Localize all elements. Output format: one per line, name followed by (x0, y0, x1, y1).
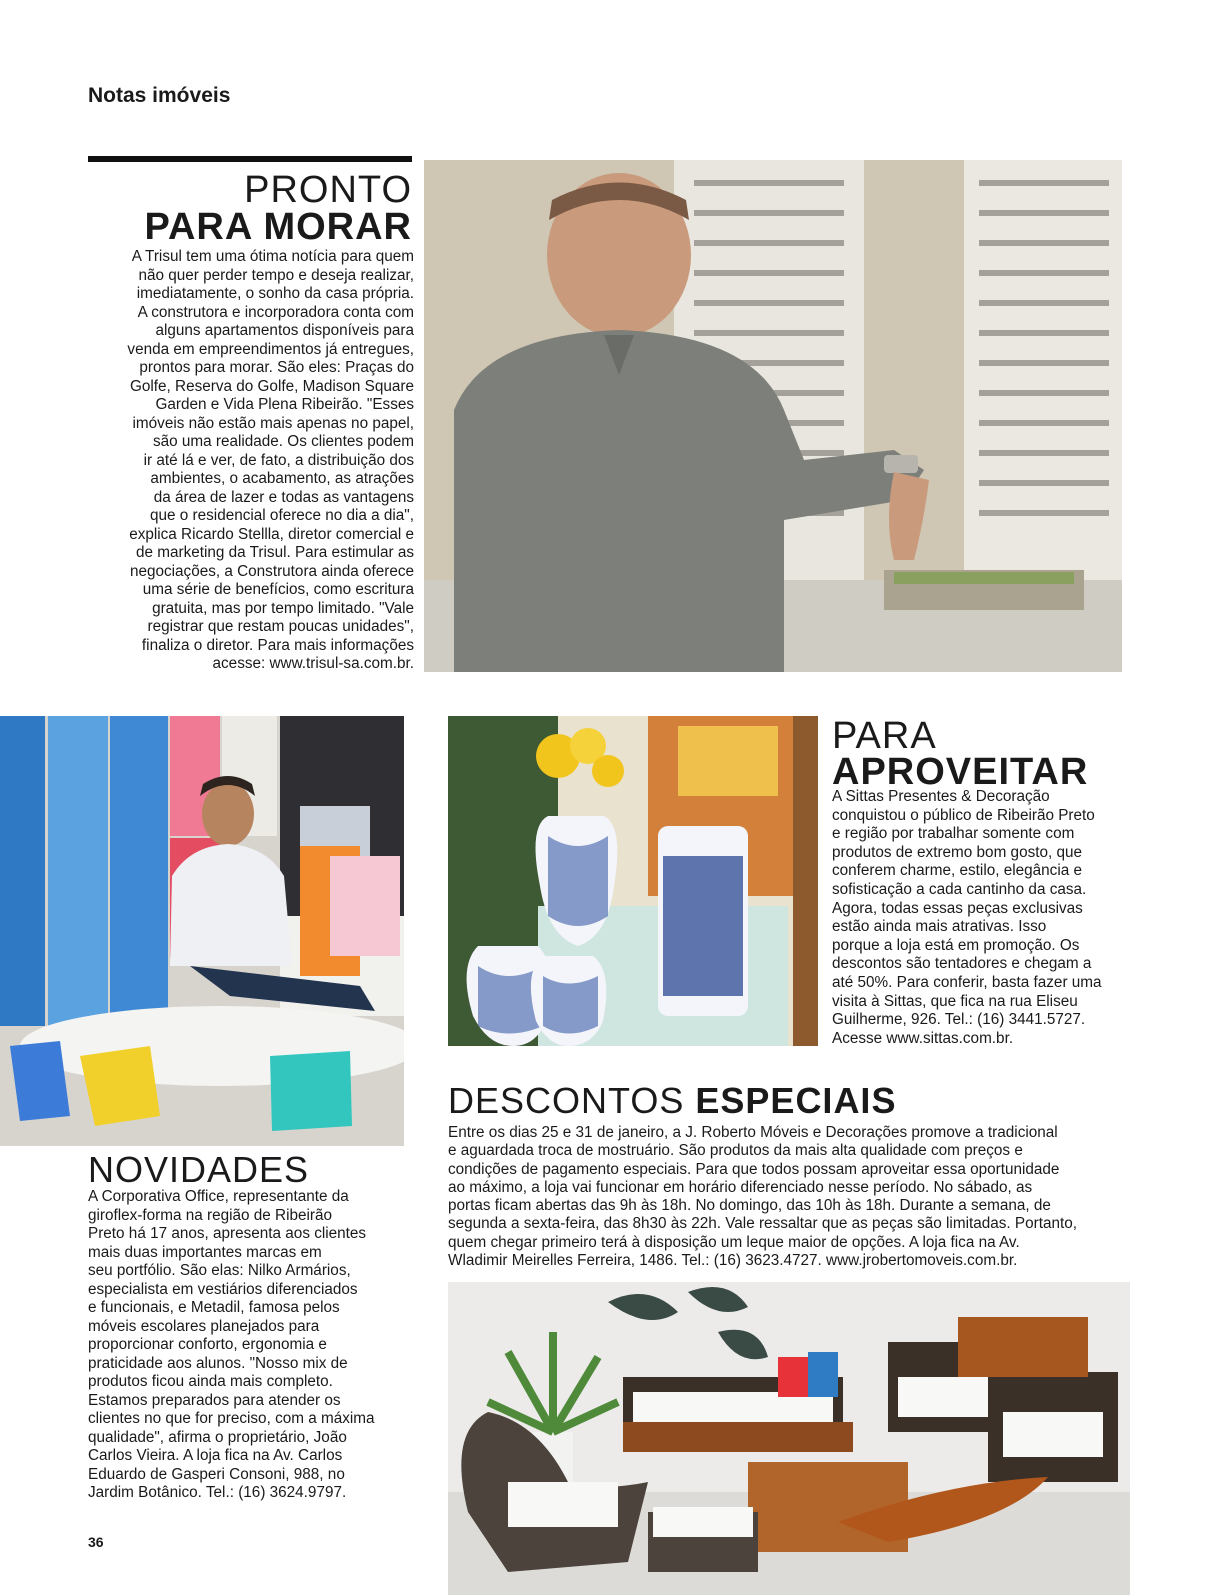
body-line: produtos ficou ainda mais completo. (88, 1373, 333, 1390)
body-line: especialista em vestiários diferenciados (88, 1280, 358, 1298)
page-number: 36 (88, 1534, 104, 1550)
article-title-light: PRONTO (244, 169, 412, 211)
body-line: seu portfólio. São elas: Nilko Armários, (88, 1262, 351, 1279)
body-line: proporcionar conforto, ergonomia e (88, 1336, 327, 1353)
article-title (448, 1082, 896, 1120)
body-line: ambientes, o acabamento, as atrações (150, 470, 414, 487)
body-line: mais duas importantes marcas em (88, 1243, 322, 1261)
photo-porcelain-vases (448, 716, 818, 1046)
body-line: acesse: www.trisul-sa.com.br. (212, 655, 414, 672)
body-line: Preto há 17 anos, apresenta aos clientes (88, 1225, 367, 1242)
body-line: Entre os dias 25 e 31 de janeiro, a J. Roberto Móveis e Decorações promove a tradicional (448, 1124, 1058, 1141)
body-line: prontos para morar. São eles: Praças do (139, 359, 414, 376)
article-title-bold: PARA MORAR (144, 206, 412, 248)
body-line: imóveis não estão mais apenas no papel, (132, 414, 414, 432)
body-line: registrar que restam poucas unidades", (147, 618, 414, 635)
body-line: móveis escolares planejados para (88, 1317, 320, 1335)
body-line: conquistou o público de Ribeirão Preto (832, 806, 1095, 824)
article-title-bold: ESPECIAIS (695, 1080, 897, 1121)
body-line: A Sittas Presentes & Decoração (832, 788, 1050, 805)
body-line: venda em empreendimentos já entregues, (127, 340, 414, 358)
body-line: Golfe, Reserva do Golfe, Madison Square (130, 377, 414, 395)
article-title-light: DESCONTOS (448, 1080, 685, 1121)
photo-owner-office (0, 716, 404, 1146)
body-line: negociações, a Construtora ainda oferece (129, 562, 414, 580)
body-line: de marketing da Trisul. Para estimular as (135, 544, 414, 561)
article-title-bold: APROVEITAR (832, 751, 1089, 793)
body-line: explica Ricardo Stellla, diretor comercial e (129, 525, 414, 543)
body-line: ir até lá e ver, de fato, a distribuição dos (143, 451, 414, 469)
body-line: Agora, todas essas peças exclusivas (832, 899, 1083, 917)
article-title-light: PARA (832, 715, 937, 757)
body-line: Garden e Vida Plena Ribeirão. "Esses (155, 396, 414, 413)
body-line: gratuita, mas por tempo limitado. "Vale (152, 599, 414, 617)
body-line: Jardim Botânico. Tel.: (16) 3624.9797. (88, 1484, 347, 1501)
body-line: não quer perder tempo e deseja realizar, (138, 266, 414, 284)
body-line: A Trisul tem uma ótima notícia para quem (131, 248, 414, 265)
section-rule (88, 156, 412, 162)
body-line: conferem charme, estilo, elegância e (832, 862, 1082, 880)
body-line: qualidade", afirma o proprietário, João (88, 1428, 347, 1446)
body-line: Estamos preparados para atender os (88, 1391, 341, 1409)
body-line: praticidade aos alunos. "Nosso mix de (88, 1354, 348, 1372)
body-line: uma série de benefícios, como escritura (142, 581, 414, 598)
body-line: giroflex-forma na região de Ribeirão (88, 1206, 333, 1224)
body-line: visita à Sittas, que fica na rua Eliseu (832, 992, 1078, 1010)
body-line: que o residencial oferece no dia a dia", (150, 507, 414, 524)
body-line: e funcionais, e Metadil, famosa pelos (88, 1299, 340, 1316)
body-line: estão ainda mais atrativas. Isso (832, 918, 1047, 936)
body-line: até 50%. Para conferir, basta fazer uma (832, 973, 1102, 991)
body-line: clientes no que for preciso, com a máxima (88, 1410, 375, 1427)
body-line: descontos são tentadores e chegam a (832, 955, 1092, 973)
article-title: NOVIDADES (88, 1149, 310, 1190)
body-line: Guilherme, 926. Tel.: (16) 3441.5727. (832, 1011, 1086, 1029)
body-line: produtos de extremo bom gosto, que (832, 843, 1083, 861)
body-line: sofisticação a cada cantinho da casa. (832, 880, 1087, 898)
photo-director-building-model (424, 160, 1122, 672)
body-line: da área de lazer e todas as vantagens (153, 488, 414, 506)
body-line: quem chegar primeiro terá à disposição um leque maior de opções. A loja fica na Av. (448, 1233, 1020, 1251)
photo-outdoor-furniture (448, 1282, 1130, 1595)
body-line: finaliza o diretor. Para mais informações (141, 636, 414, 654)
body-line: segunda a sexta-feira, das 8h30 às 22h. Vale ressaltar que as peças são limitadas. Portanto, (448, 1215, 1077, 1233)
body-line: alguns apartamentos disponíveis para (155, 322, 414, 339)
body-line: e aguardada troca de mostruário. São produtos da mais alta qualidade com preços e (448, 1142, 1023, 1160)
body-line: Carlos Vieira. A loja fica na Av. Carlos (88, 1447, 343, 1464)
article-body (448, 1124, 1108, 1270)
body-line: imediatamente, o sonho da casa própria. (136, 285, 414, 302)
body-line: A construtora e incorporadora conta com (137, 303, 414, 321)
body-line: e região por trabalhar somente com (832, 825, 1075, 843)
article-body (88, 1188, 406, 1503)
section-label: Notas imóveis (88, 84, 231, 107)
body-line: portas ficam abertas das 9h às 18h. No domingo, das 10h às 18h. Durante a semana, de (448, 1197, 1051, 1215)
article-body (88, 248, 414, 674)
body-line: Wladimir Meirelles Ferreira, 1486. Tel.: (16) 3623.4727. www.jrobertomoveis.com.br. (448, 1252, 1018, 1270)
body-line: A Corporativa Office, representante da (88, 1188, 349, 1205)
body-line: ao máximo, a loja vai funcionar em horário diferenciado nesse período. No sábado, as (448, 1178, 1033, 1196)
article-body (832, 788, 1102, 1048)
body-line: porque a loja está em promoção. Os (832, 936, 1080, 954)
body-line: Eduardo de Gasperi Consoni, 988, no (88, 1465, 345, 1483)
body-line: Acesse www.sittas.com.br. (832, 1029, 1014, 1047)
body-line: são uma realidade. Os clientes podem (152, 433, 414, 450)
body-line: condições de pagamento especiais. Para que todos possam aproveitar essa oportunidade (448, 1160, 1060, 1178)
